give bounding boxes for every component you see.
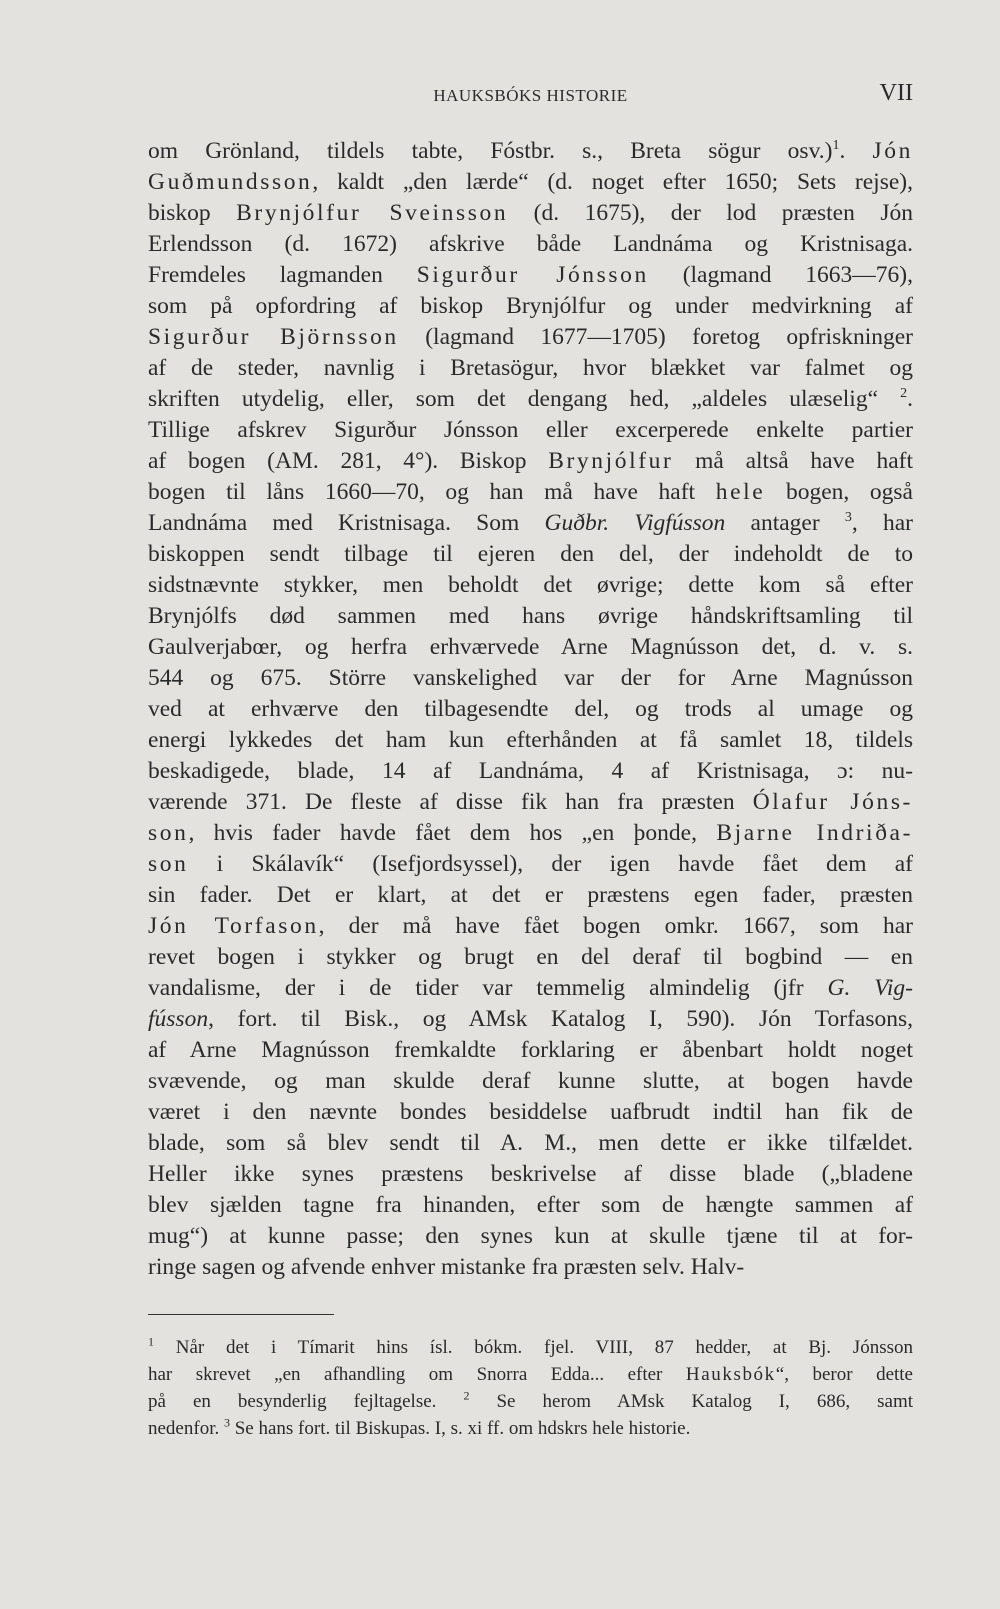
spaced-name: hele <box>715 479 766 505</box>
text-run: Se herom AMsk Katalog I, 686, samt <box>469 1391 913 1412</box>
footnotes <box>148 1334 913 1442</box>
text-line <box>148 229 913 260</box>
text-line <box>148 539 913 570</box>
text-run: Brynjólfs død sammen med hans øvrige håndskriftsamling til <box>148 603 913 629</box>
text-line <box>148 601 913 632</box>
italic-text: G. Vig- <box>827 975 914 1001</box>
text-line <box>148 911 913 942</box>
text-line <box>148 1252 913 1283</box>
text-run: Heller ikke synes præstens beskrivelse af disse blade („bladene <box>148 1161 913 1187</box>
text-line <box>148 818 913 849</box>
text-line <box>148 1097 913 1128</box>
text-run: , kaldt „den lærde“ (d. noget efter 1650; Sets rejse), <box>312 169 913 195</box>
text-run: , har <box>851 510 913 536</box>
text-run: bogen til låns 1660—70, og han må have haft <box>148 479 716 505</box>
text-line <box>148 1128 913 1159</box>
text-run: været i den nævnte bondes besiddelse uafbrudt indtil han fik de <box>148 1099 913 1125</box>
text-run: Tillige afskrev Sigurður Jónsson eller excerperede enkelte partier <box>148 417 913 443</box>
text-run: biskoppen sendt tilbage til ejeren den del, der indeholdt de to <box>148 541 913 567</box>
footnote-line <box>148 1361 913 1388</box>
text-run: skriften utydelig, eller, som det dengang hed, „aldeles ulæselig“ <box>148 386 901 412</box>
text-run: sin fader. Det er klart, at det er præstens egen fader, præsten <box>148 882 913 908</box>
text-line <box>148 1221 913 1252</box>
text-run: revet bogen i stykker og brugt en del deraf til bogbind — en <box>148 944 913 970</box>
spaced-name: Brynjólfur <box>548 448 674 474</box>
text-run: , der må have fået bogen omkr. 1667, som har <box>318 913 913 939</box>
spaced-name: Bjarne Indriða- <box>716 820 913 846</box>
text-run: “, beror dette <box>775 1364 913 1385</box>
text-line <box>148 942 913 973</box>
running-head <box>148 78 913 118</box>
footnote-line <box>148 1388 913 1415</box>
text-line <box>148 477 913 508</box>
text-line <box>148 663 913 694</box>
footnote-ref: 2 <box>463 1388 470 1403</box>
text-run: ringe sagen og afvende enhver mistanke fra præsten selv. Halv- <box>148 1254 745 1280</box>
text-line <box>148 756 913 787</box>
footnote-line <box>148 1334 913 1361</box>
text-run: Når det i Tímarit hins ísl. bókm. fjel. VIII, 87 hedder, at Bj. Jónsson <box>154 1337 913 1358</box>
text-run: bogen, også <box>765 479 913 505</box>
text-run: antager <box>725 510 845 536</box>
text-run: , fort. til Bisk., og AMsk Katalog I, 590). Jón Torfasons, <box>208 1006 913 1032</box>
spaced-name: son <box>148 851 189 877</box>
text-run: sidstnævnte stykker, men beholdt det øvrige; dette kom så efter <box>148 572 913 598</box>
text-line <box>148 384 913 415</box>
text-run: blev sjælden tagne fra hinanden, efter som de hængte sammen af <box>148 1192 913 1218</box>
text-line <box>148 849 913 880</box>
page-number: VII <box>879 80 913 106</box>
text-run: 544 og 675. Större vanskelighed var der for Arne Magnússon <box>148 665 913 691</box>
main-text <box>148 136 913 1283</box>
text-line <box>148 1004 913 1035</box>
text-run: beskadigede, blade, 14 af Landnáma, 4 af Kristnisaga, ɔ: nu- <box>148 758 913 784</box>
text-line <box>148 167 913 198</box>
text-line <box>148 291 913 322</box>
text-run: af bogen (AM. 281, 4°). Biskop <box>148 448 549 474</box>
text-line <box>148 694 913 725</box>
text-run: , hvis fader havde fået dem hos „en þonde, <box>188 820 717 846</box>
text-line <box>148 446 913 477</box>
text-line <box>148 632 913 663</box>
running-head-title: HAUKSBÓKS HISTORIE <box>433 86 628 105</box>
text-line <box>148 1035 913 1066</box>
text-run: blade, som så blev sendt til A. M., men dette er ikke tilfældet. <box>148 1130 913 1156</box>
text-line <box>148 1159 913 1190</box>
text-run: må altså have haft <box>673 448 914 474</box>
text-run: Se hans fort. til Biskupas. I, s. xi ff. om hdskrs hele historie. <box>229 1418 691 1439</box>
text-line <box>148 1190 913 1221</box>
text-run: som på opfordring af biskop Brynjólfur og under medvirkning af <box>148 293 913 319</box>
text-run: af Arne Magnússon fremkaldte forklaring er åbenbart holdt noget <box>148 1037 913 1063</box>
text-run: ved at erhværve den tilbagesendte del, og trods al umage og <box>148 696 913 722</box>
italic-text: fússon <box>148 1006 209 1032</box>
footnote-separator <box>148 1314 334 1315</box>
text-run: på en besynderlig fejltagelse. <box>148 1391 464 1412</box>
spaced-name: Ólafur Jóns- <box>752 789 913 815</box>
text-run: vandalisme, der i de tider var temmelig almindelig (jfr <box>148 975 828 1001</box>
text-run: mug“) at kunne passe; den synes kun at skulle tjæne til at for- <box>148 1223 913 1249</box>
text-run: Erlendsson (d. 1672) afskrive både Landnáma og Kristnisaga. <box>148 231 913 257</box>
text-run: biskop <box>148 200 237 226</box>
text-run: værende 371. De fleste af disse fik han fra præsten <box>148 789 753 815</box>
spaced-name: Sigurður Jónsson <box>416 262 649 288</box>
text-run: . <box>839 138 873 164</box>
text-run: (d. 1675), der lod præsten Jón <box>508 200 913 226</box>
text-run: Landnáma med Kristnisaga. Som <box>148 510 545 536</box>
text-run: (lagmand 1677—1705) foretog opfriskninger <box>398 324 914 350</box>
text-line <box>148 787 913 818</box>
text-line <box>148 1066 913 1097</box>
text-run: Gaulverjabœr, og herfra erhværvede Arne Magnússon det, d. v. s. <box>148 634 913 660</box>
text-line <box>148 198 913 229</box>
spaced-name: Sigurður Björnsson <box>148 324 399 350</box>
spaced-name: son <box>148 820 189 846</box>
text-run: energi lykkedes det ham kun efterhånden at få samlet 18, tildels <box>148 727 913 753</box>
text-line <box>148 570 913 601</box>
spaced-name: Guðmundsson <box>148 169 313 195</box>
footnote-ref: 2 <box>900 386 908 402</box>
text-run: Fremdeles lagmanden <box>148 262 417 288</box>
footnote-line <box>148 1415 913 1442</box>
italic-text: Guðbr. Vigfússon <box>544 510 726 536</box>
text-line <box>148 725 913 756</box>
text-line <box>148 136 913 167</box>
spaced-name: Jón <box>872 138 913 164</box>
text-run: nedenfor. <box>148 1418 224 1439</box>
spaced-name: Jón Torfason <box>148 913 319 939</box>
footnote-ref: 3 <box>844 510 852 526</box>
footnote-ref: 1 <box>148 1334 154 1349</box>
spaced-name: Hauksbók <box>685 1364 776 1385</box>
footnote-ref: 1 <box>832 138 840 154</box>
text-run: i Skálavík“ (Isefjordsyssel), der igen havde fået dem af <box>188 851 913 877</box>
text-run: har skrevet „en afhandling om Snorra Edda... efter <box>148 1364 686 1385</box>
spaced-name: Brynjólfur Sveinsson <box>236 200 509 226</box>
text-line <box>148 973 913 1004</box>
text-run: om Grönland, tildels tabte, Fóstbr. s., Breta sögur osv.) <box>148 138 833 164</box>
text-line <box>148 322 913 353</box>
text-line <box>148 415 913 446</box>
text-run: . <box>907 386 913 412</box>
text-line <box>148 260 913 291</box>
text-line <box>148 508 913 539</box>
text-run: af de steder, navnlig i Bretasögur, hvor blækket var falmet og <box>148 355 913 381</box>
text-line <box>148 353 913 384</box>
text-line <box>148 880 913 911</box>
text-run: (lagmand 1663—76), <box>648 262 913 288</box>
text-run: svævende, og man skulde deraf kunne slutte, at bogen havde <box>148 1068 913 1094</box>
footnote-ref: 3 <box>223 1415 230 1430</box>
